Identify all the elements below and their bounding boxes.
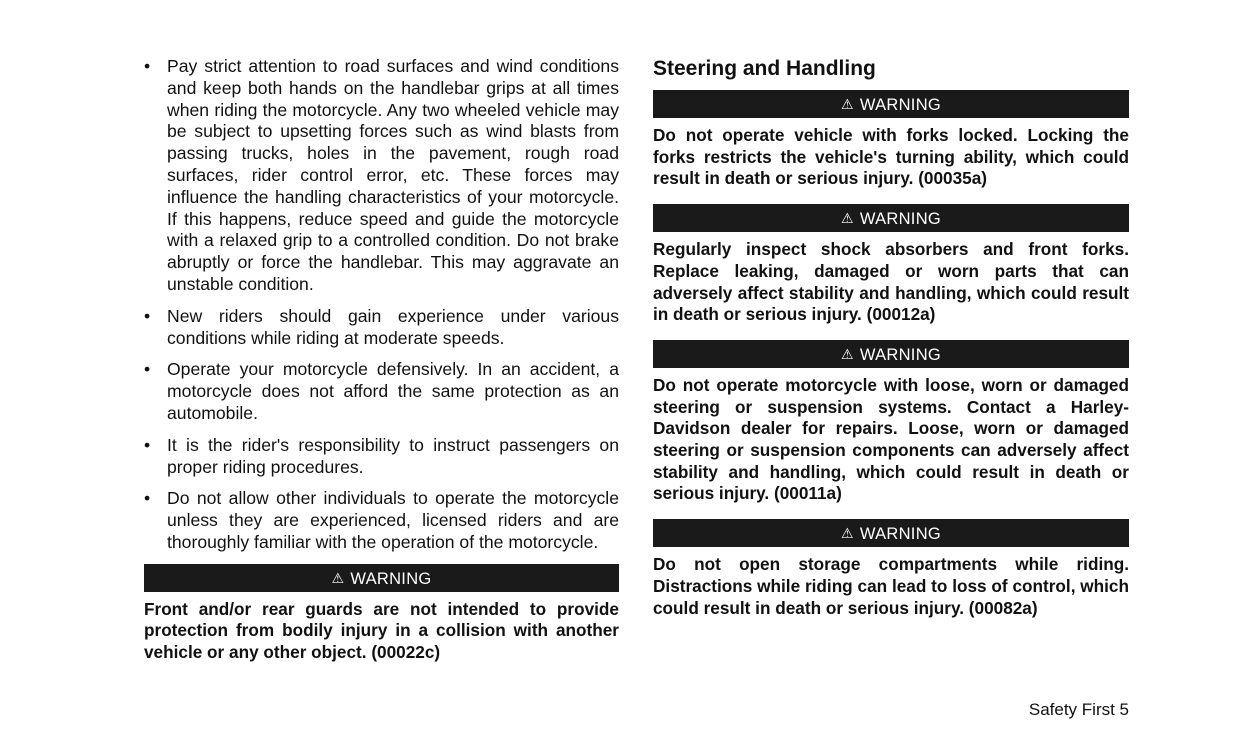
bullet-item [144,56,619,296]
warning-text: Do not operate vehicle with forks locked. Locking the forks restricts the vehicle's turning ability, which could result in death or serious injury. (00035a) [653,125,1129,189]
warning-banner [144,564,619,592]
warning-banner [653,90,1129,118]
warning-label: WARNING [859,525,942,544]
bullet-text: New riders should gain experience under various conditions while riding at moderate speeds. [167,305,619,348]
warning-triangle-icon: ⚠ [840,525,854,542]
left-column [144,56,619,664]
bullet-glyph: • [144,56,151,76]
bullet-glyph: • [144,434,151,455]
warning-label: WARNING [350,569,432,588]
warning-label: WARNING [859,96,942,114]
warning-triangle-icon: ⚠ [331,569,345,586]
warning-triangle-icon: ⚠ [840,345,854,362]
bullet-text: It is the rider's responsibility to instruct passengers on proper riding procedures. [167,434,619,477]
bullet-glyph: • [144,488,151,509]
warning-text: Do not operate motorcycle with loose, worn or damaged steering or suspension systems. Contact a Harley-Davidson dealer for repairs. Loose, worn or damaged steering or suspension components can adversely affect stability and handling, which could result in death or serious injury. (00011a) [653,374,1129,504]
section-title: Steering and Handling [653,57,876,80]
warning-block [653,204,1129,326]
warning-label: WARNING [859,345,942,364]
warning-text: Do not open storage compartments while riding. Distractions while riding can lead to loss of control, which could result in death or serious injury. (00082a) [653,554,1129,618]
bullet-item [144,306,619,350]
warning-text: Front and/or rear guards are not intended to provide protection from bodily injury in a collision with another vehicle or any other object. (00022c) [144,598,619,663]
warning-triangle-icon: ⚠ [840,210,854,227]
warning-block [653,90,1129,190]
safety-bullet-list [144,56,619,554]
warning-triangle-icon: ⚠ [840,96,854,112]
bullet-item [144,359,619,424]
right-column [653,56,1129,633]
bullet-text: Pay strict attention to road surfaces and wind conditions and keep both hands on the handlebar grips at all times when riding the motorcycle. Any two wheeled vehicle may be subject to upsetting forces such as wind blasts from passing trucks, holes in the pavement, rough road surfaces, rider control error, etc. These forces may influence the handling characteristics of your motorcycle. If this happens, reduce speed and guide the motorcycle with a relaxed grip to a controlled condition. Do not brake abruptly or force the handlebar. This may aggravate an unstable condition. [167,56,619,294]
bullet-glyph: • [144,305,151,326]
warning-banner [653,519,1129,547]
bullet-glyph: • [144,359,151,380]
warning-text: Regularly inspect shock absorbers and front forks. Replace leaking, damaged or worn parts that can adversely affect stability and handling, which could result in death or serious injury. (00012a) [653,239,1129,325]
bullet-item [144,488,619,553]
page-footer: Safety First 5 [1028,700,1129,719]
bullet-text: Operate your motorcycle defensively. In an accident, a motorcycle does not afford the same protection as an automobile. [167,359,619,423]
warning-block [653,340,1129,505]
bullet-text: Do not allow other individuals to operate the motorcycle unless they are experienced, licensed riders and are thoroughly familiar with the operation of the motorcycle. [167,488,619,552]
warning-block [653,519,1129,619]
bullet-item [144,435,619,479]
warning-banner [653,340,1129,368]
warning-label: WARNING [859,210,942,229]
warning-banner [653,204,1129,232]
